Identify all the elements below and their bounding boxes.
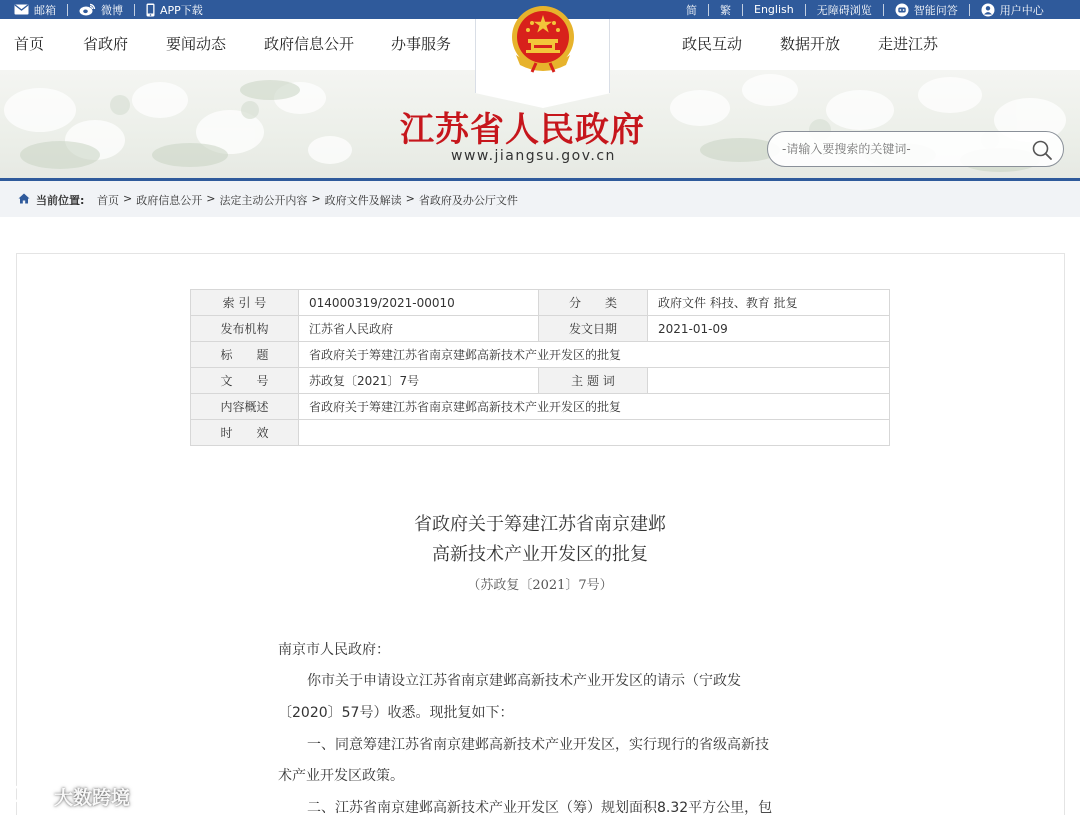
document-title-line-2: 高新技术产业开发区的批复 [432,544,648,565]
breadcrumb-label: 当前位置: [36,194,85,207]
title-label: 标 题 [191,342,299,368]
date-value: 2021-01-09 [648,316,890,342]
table-row [191,368,890,394]
divider [134,4,135,16]
divider [883,4,884,16]
index-value: 014000319/2021-00010 [299,290,539,316]
site-title[interactable]: 江苏省人民政府 [400,110,645,150]
nav-item-interaction[interactable]: 政民互动 [682,35,743,53]
divider [805,4,806,16]
docno-value: 苏政复〔2021〕7号 [299,368,539,394]
home-icon [18,193,30,207]
document-metadata-table [190,289,890,446]
date-label: 发文日期 [539,316,648,342]
table-row [191,342,890,368]
publisher-label: 发布机构 [191,316,299,342]
title-value: 省政府关于筹建江苏省南京建邺高新技术产业开发区的批复 [299,342,890,368]
keywords-value [648,368,890,394]
simplified-chinese-link[interactable] [686,2,697,18]
mail-link[interactable] [14,2,56,18]
top-left-links [14,0,203,19]
breadcrumb-trail [97,192,518,208]
breadcrumb-item-information-disclosure[interactable]: 政府信息公开 [136,194,203,207]
table-row [191,316,890,342]
breadcrumb-separator: > [123,192,133,205]
table-row [191,290,890,316]
chat-bot-icon [895,3,909,17]
weibo-link[interactable] [79,2,123,18]
divider [67,4,68,16]
paragraph-2-line-2: 术产业开发区政策。 [278,768,404,784]
watermark [8,781,130,812]
paragraph-3-line-1: 二、江苏省南京建邺高新技术产业开发区（筹）规划面积8.32平方公里，包 [307,800,773,815]
category-value: 政府文件 科技、教育 批复 [648,290,890,316]
watermark-logo-icon [8,781,48,812]
app-download-label: APP下载 [160,3,203,17]
breadcrumb-separator: > [311,192,321,205]
document-number: （苏政复〔2021〕7号） [467,578,613,593]
category-label: 分 类 [539,290,648,316]
user-center-label: 用户中心 [999,3,1044,17]
divider [708,4,709,16]
document-salutation: 南京市人民政府： [278,642,390,658]
nav-item-open-data[interactable]: 数据开放 [780,35,841,53]
national-emblem-icon[interactable] [508,3,578,73]
watermark-text: 大数跨境 [54,787,131,809]
search-box [767,131,1064,167]
paragraph-1-line-2: 〔2020〕57号）收悉。现批复如下： [278,705,514,721]
breadcrumb-item-statutory-content[interactable]: 法定主动公开内容 [219,194,308,207]
accessibility-link[interactable] [817,2,872,18]
simplified-label: 简 [686,3,697,17]
search-icon[interactable] [1031,139,1053,165]
docno-label: 文 号 [191,368,299,394]
divider [742,4,743,16]
breadcrumb-item-documents[interactable]: 政府文件及解读 [324,194,402,207]
paragraph-1-line-1: 你市关于申请设立江苏省南京建邺高新技术产业开发区的请示（宁政发 [307,673,741,689]
nav-item-province-government[interactable]: 省政府 [83,35,129,53]
app-download-link[interactable] [146,2,203,18]
table-row [191,420,890,446]
weibo-icon [79,3,96,16]
accessibility-label: 无障碍浏览 [816,3,872,17]
validity-value [299,420,890,446]
breadcrumb-item-home[interactable]: 首页 [97,194,119,207]
breadcrumb [0,181,1080,217]
document-title-line-1: 省政府关于筹建江苏省南京建邺 [414,514,666,535]
publisher-value: 江苏省人民政府 [299,316,539,342]
search-input[interactable] [782,140,1022,158]
validity-label: 时 效 [191,420,299,446]
paragraph-2-line-1: 一、同意筹建江苏省南京建邺高新技术产业开发区，实行现行的省级高新技 [307,737,769,753]
keywords-label: 主 题 词 [539,368,648,394]
divider [969,4,970,16]
table-row [191,394,890,420]
breadcrumb-item-office-documents[interactable]: 省政府及办公厅文件 [418,194,518,207]
english-link[interactable] [754,3,794,16]
nav-item-news[interactable]: 要闻动态 [166,35,227,53]
summary-label: 内容概述 [191,394,299,420]
user-icon [981,3,995,17]
weibo-label: 微博 [101,3,123,17]
mail-icon [14,4,29,15]
phone-icon [146,3,155,17]
top-right-links [686,0,1044,19]
smart-qa-link[interactable] [895,2,958,18]
nav-item-about-jiangsu[interactable]: 走进江苏 [878,35,939,53]
breadcrumb-separator: > [206,192,216,205]
user-center-link[interactable] [981,2,1044,18]
breadcrumb-separator: > [405,192,415,205]
nav-item-home[interactable]: 首页 [14,35,45,53]
site-url[interactable]: www.jiangsu.gov.cn [451,148,616,164]
traditional-label: 繁 [720,3,731,17]
nav-item-services[interactable]: 办事服务 [391,35,452,53]
summary-value: 省政府关于筹建江苏省南京建邺高新技术产业开发区的批复 [299,394,890,420]
mail-label: 邮箱 [34,3,56,17]
smart-qa-label: 智能问答 [913,3,958,17]
english-label: English [754,3,794,16]
traditional-chinese-link[interactable] [720,2,731,18]
index-label: 索 引 号 [191,290,299,316]
nav-item-information-disclosure[interactable]: 政府信息公开 [264,35,355,53]
